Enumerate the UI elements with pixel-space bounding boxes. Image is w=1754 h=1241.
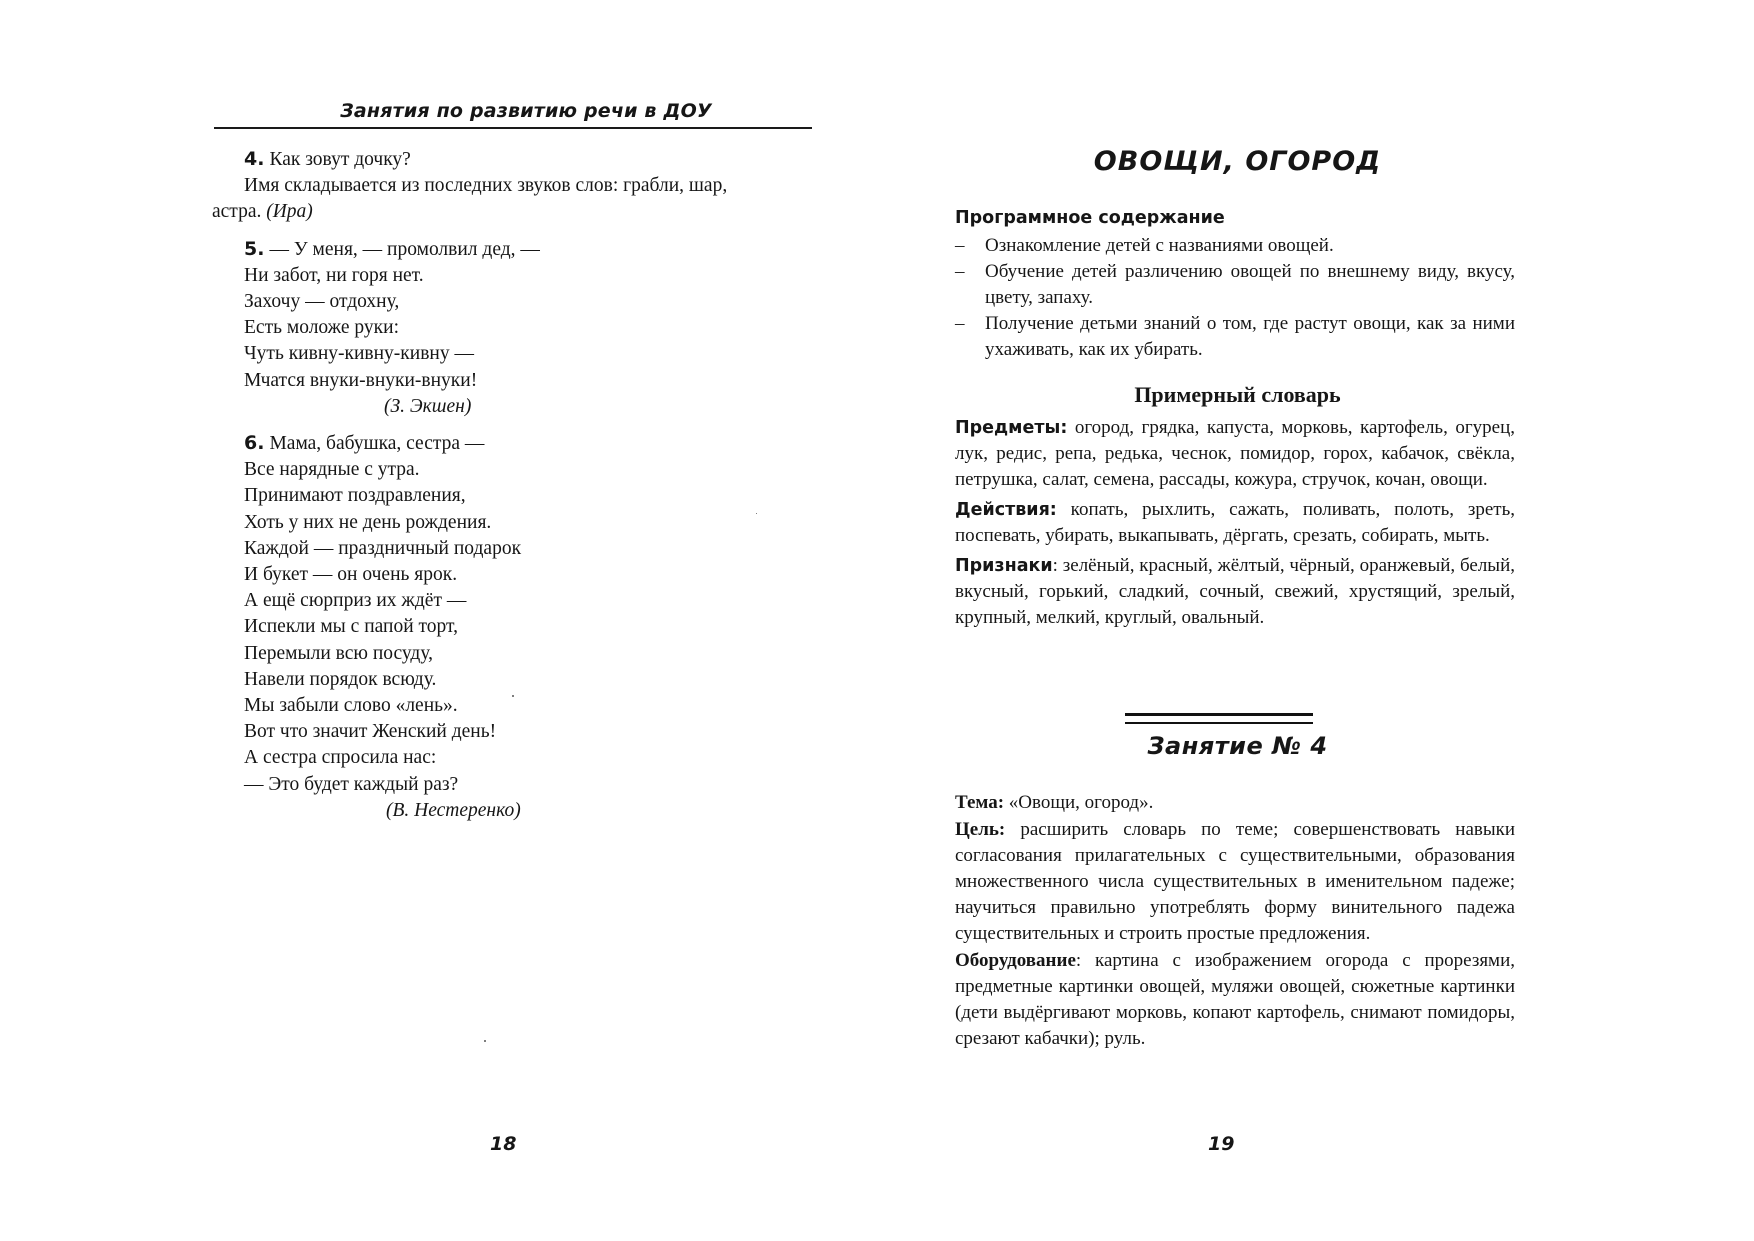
dash-bullet: – [955, 313, 965, 334]
riddle-line: 5. — У меня, — промолвил дед, — [244, 237, 540, 260]
riddle-line: Ни забот, ни горя нет. [244, 264, 424, 286]
riddle-line: Принимают поздравления, [244, 485, 466, 507]
vocabulary-body [955, 415, 1515, 635]
dash-bullet: – [955, 235, 965, 256]
lesson-title: Занятие № 4 [1147, 732, 1328, 760]
lesson-label: Оборудование [955, 950, 1076, 971]
riddle-answer: (Ира) [266, 201, 313, 223]
riddle-line: астра. (Ира) [212, 201, 313, 223]
scan-speck [484, 1040, 486, 1042]
riddle-line: Навели порядок всюду. [244, 668, 437, 690]
riddle-line: Перемыли всю посуду, [244, 642, 434, 664]
lesson-body [955, 790, 1515, 1053]
riddle-author: (В. Нестеренко) [386, 799, 521, 821]
riddle-line: Мы забыли слово «лень». [244, 695, 458, 717]
vocabulary-actions: Действия: копать, рыхлить, сажать, поливать, полоть, зреть, поспевать, убирать, выкапывать, дёргать, срезать, собирать, мыть. [955, 499, 1515, 546]
riddle-line: Хоть у них не день рождения. [244, 511, 492, 533]
vocabulary-label: Действия: [955, 500, 1057, 520]
riddle-5 [208, 236, 808, 420]
lesson-label: Тема: [955, 792, 1005, 813]
riddle-line: А ещё сюрприз их ждёт — [244, 590, 467, 612]
lesson-equipment: Оборудование: картина с изображением огорода с прорезями, предметные картинки овощей, муляжи овощей, сюжетные картинки (дети выдёргивают морковь, копают картофель, снимают помидоры, срезают кабачки); руль. [955, 950, 1515, 1049]
riddle-number: 4. [244, 148, 265, 170]
lesson-topic: Тема: «Овощи, огород». [955, 792, 1154, 813]
riddle-number: 5. [244, 237, 265, 260]
page-number-right: 19 [1208, 1133, 1235, 1155]
riddles-block [208, 146, 808, 834]
lesson-goal: Цель: расширить словарь по теме; совершенствовать навыки согласования прилагательных с существительными, образования множественного числа существительных в именительном падеже; научиться правильно употреблять форму винительного падежа существительных и строить простые предложения. [955, 819, 1516, 944]
program-item: – Обучение детей различению овощей по внешнему виду, вкусу, цвету, запаху. [955, 261, 1515, 308]
riddle-author: (З. Экшен) [384, 395, 472, 417]
right-page [955, 0, 1520, 1241]
riddle-4 [208, 146, 808, 226]
scan-speck [756, 513, 757, 514]
riddle-line: Имя складывается из последних звуков слов: грабли, шар, [244, 175, 728, 197]
riddle-line: Испекли мы с папой торт, [244, 616, 458, 638]
vocabulary-features: Признаки: зелёный, красный, жёлтый, чёрный, оранжевый, белый, вкусный, горький, сладкий, сочный, свежий, хрустящий, зрелый, крупный, мелкий, круглый, овальный. [955, 555, 1515, 628]
section-divider [1125, 713, 1313, 724]
riddle-line: Мчатся внуки-внуки-внуки! [244, 369, 478, 391]
riddle-line: Чуть кивну-кивну-кивну — [244, 343, 474, 365]
riddle-line: Все нарядные с утра. [244, 459, 420, 481]
riddle-number: 6. [244, 432, 265, 455]
riddle-line: 4. Как зовут дочку? [244, 148, 411, 170]
page-number-left: 18 [490, 1133, 517, 1155]
riddle-line: Каждой — праздничный подарок [244, 537, 522, 559]
vocabulary-objects: Предметы: огород, грядка, капуста, морковь, картофель, огурец, лук, редис, репа, редька, чеснок, помидор, горох, кабачок, свёкла, петрушка, салат, семена, рассады, кожура, стручок, кочан, овощи. [955, 417, 1515, 490]
running-head: Занятия по развитию речи в ДОУ [340, 100, 712, 122]
riddle-line: И букет — он очень ярок. [244, 564, 458, 586]
riddle-line: А сестра спросила нас: [244, 747, 437, 769]
riddle-line: Есть моложе руки: [244, 317, 400, 339]
section-title: ОВОЩИ, ОГОРОД [1093, 146, 1382, 177]
riddle-line: Захочу — отдохну, [244, 291, 400, 313]
vocabulary-title: Примерный словарь [1134, 382, 1341, 407]
riddle-6 [208, 430, 808, 824]
riddle-line: — Это будет каждый раз? [244, 773, 459, 795]
program-list [955, 233, 1515, 363]
vocabulary-label: Предметы: [955, 418, 1068, 438]
program-heading: Программное содержание [955, 208, 1225, 228]
left-page [208, 0, 808, 1241]
dash-bullet: – [955, 261, 965, 282]
vocabulary-label: Признаки [955, 556, 1053, 576]
running-head-rule [214, 127, 812, 129]
program-item: – Ознакомление детей с названиями овощей. [955, 233, 1515, 259]
riddle-line: 6. Мама, бабушка, сестра — [244, 432, 485, 455]
riddle-line: Вот что значит Женский день! [244, 721, 497, 743]
scan-speck [512, 695, 514, 697]
lesson-label: Цель: [955, 819, 1006, 840]
program-item: – Получение детьми знаний о том, где растут овощи, как за ними ухаживать, как их убирать. [955, 313, 1515, 360]
